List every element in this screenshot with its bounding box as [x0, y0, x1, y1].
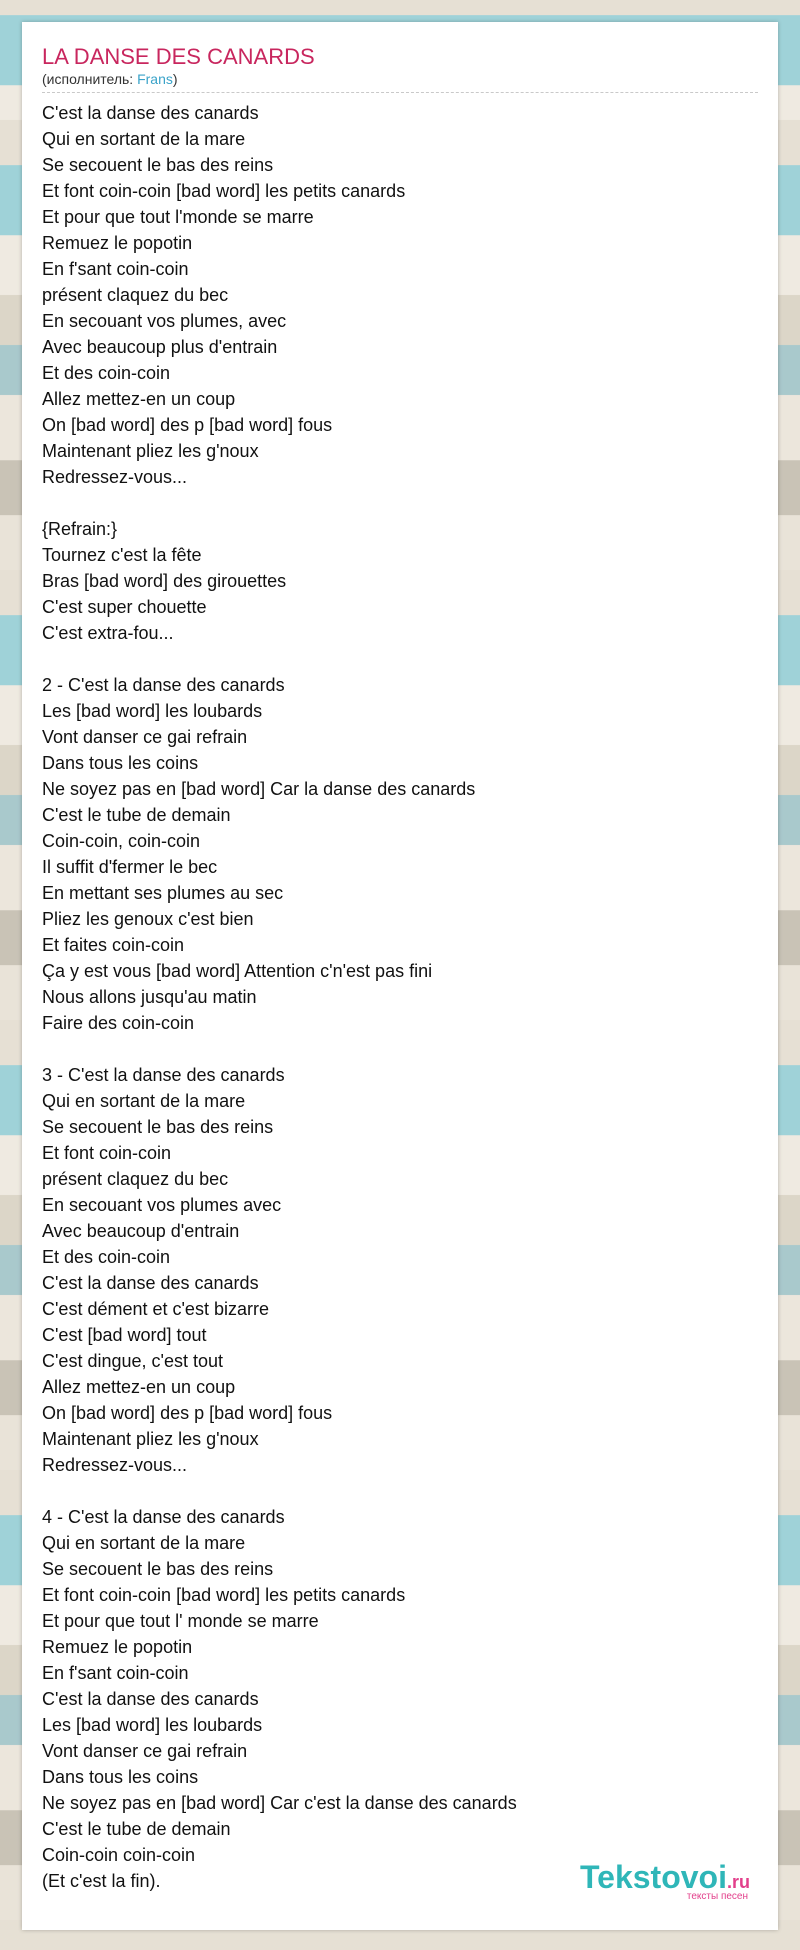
- site-logo[interactable]: [580, 1861, 750, 1902]
- logo-main-text: Tekstovoi: [579, 1859, 727, 1895]
- lyrics-card: [22, 22, 778, 1930]
- song-title: LA DANSE DES CANARDS: [42, 44, 315, 69]
- artist-suffix: ): [172, 71, 178, 87]
- artist-prefix: (исполнитель:: [42, 71, 138, 87]
- lyrics-text: C'est la danse des canards Qui en sortant de la mare Se secouent le bas des reins Et font coin-coin [bad word] les petits canards Et pour que tout l'monde se marre Remuez le popotin En f'sant coin-coin présent claquez du bec En secouant vos plumes, avec Avec beaucoup plus d'entrain Et des coin-coin Allez mettez-en un coup On [bad word] des p [bad word] fous Maintenant pliez les g'noux Redressez-vous... {Refrain:} Tournez c'est la fête Bras [bad word] des girouettes C'est super chouette C'est extra-fou... 2 - C'est la danse des canards Les [bad word] les loubards Vont danser ce gai refrain Dans tous les coins Ne soyez pas en [bad word] Car la danse des canards C'est le tube de demain Coin-coin, coin-coin Il suffit d'fermer le bec En mettant ses plumes au sec Pliez les genoux c'est bien Et faites coin-coin Ça y est vous [bad word] Attention c'n'est pas fini Nous allons jusqu'au matin Faire des coin-coin 3 - C'est la danse des canards Qui en sortant de la mare Se secouent le bas des reins Et font coin-coin présent claquez du bec En secouant vos plumes avec Avec beaucoup d'entrain Et des coin-coin C'est la danse des canards C'est dément et c'est bizarre C'est [bad word] tout C'est dingue, c'est tout Allez mettez-en un coup On [bad word] des p [bad word] fous Maintenant pliez les g'noux Redressez-vous... 4 - C'est la danse des canards Qui en sortant de la mare Se secouent le bas des reins Et font coin-coin [bad word] les petits canards Et pour que tout l' monde se marre Remuez le popotin En f'sant coin-coin C'est la danse des canards Les [bad word] les loubards Vont danser ce gai refrain Dans tous les coins Ne soyez pas en [bad word] Car c'est la danse des canards C'est le tube de demain Coin-coin coin-coin (Et c'est la fin).: [42, 103, 517, 1891]
- logo-tld: .ru: [726, 1872, 750, 1892]
- artist-line: [42, 70, 758, 93]
- logo-subtitle: тексты песен: [686, 1891, 748, 1902]
- artist-link[interactable]: Frans: [137, 71, 173, 87]
